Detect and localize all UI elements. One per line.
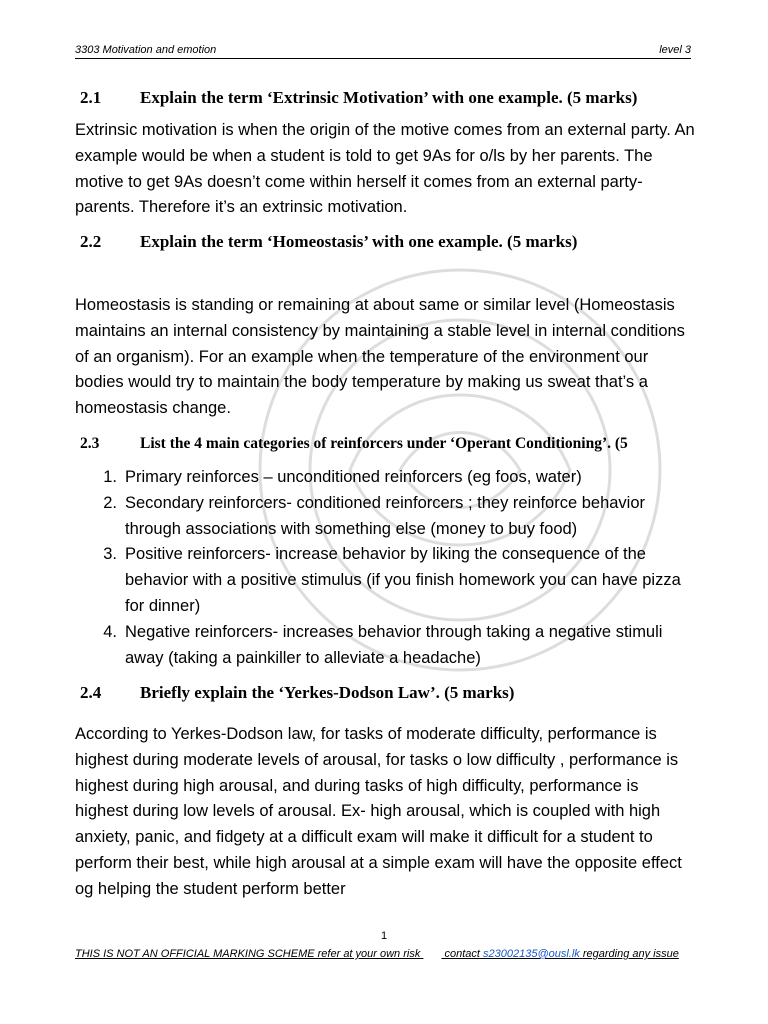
list-number: 4. [103,622,117,641]
list-number: 2. [103,493,117,512]
email-link[interactable]: s23002135@ousl.lk [483,948,580,960]
list-number: 1. [103,468,117,486]
question-number: 2.4 [80,683,102,702]
list-item [75,542,695,619]
question-title: List the 4 main categories of reinforcers under ‘Operant Conditioning’. (5 [140,435,628,452]
question-title: Explain the term ‘Extrinsic Motivation’ with one example. (5 marks) [140,88,638,107]
list-text: Primary reinforces – unconditioned reinforcers (eg foos, water) [125,468,582,486]
reinforcer-list [75,465,695,671]
question-number: 2.2 [80,232,102,251]
footer-suffix: regarding any issue [582,948,679,960]
list-text: Secondary reinforcers- conditioned reinforcers ; they reinforce behavior through associations with something else (money to buy food) [125,493,646,538]
disclaimer-text: THIS IS NOT AN OFFICIAL MARKING SCHEME refer at your own risk [75,948,421,960]
list-text: Negative reinforcers- increases behavior through taking a negative stimuli away (taking a painkiller to alleviate a headache) [125,622,663,667]
page-header [75,44,691,59]
level-label: level 3 [659,44,691,56]
answer-2-1: Extrinsic motivation is when the origin of the motive comes from an external party. An example would be when a student is told to get 9As for o/ls by her parents. The motive to get 9As doesn’t come within herself it comes from an external party-parents. Therefore it’s an extrinsic motivation. [75,121,695,217]
page-number: 1 [380,930,388,942]
list-item [75,620,695,672]
contact-label: contact [444,948,480,960]
question-2-1-heading [80,88,637,108]
course-title: 3303 Motivation and emotion [75,44,217,56]
list-number: 3. [103,545,117,564]
question-2-2-heading [80,232,577,252]
question-2-3-heading [80,435,628,453]
list-item [75,491,695,543]
answer-2-2: Homeostasis is standing or remaining at about same or similar level (Homeostasis maintains an internal consistency by maintaining a stable level in internal conditions of an organism). For an example when the temperature of the environment our bodies would try to maintain the body temperature by making us sweat that’s a homeostasis change. [75,296,685,418]
list-item [75,465,695,491]
question-title: Briefly explain the ‘Yerkes-Dodson Law’. (5 marks) [140,683,515,702]
question-2-4-heading [80,683,514,703]
question-number: 2.1 [80,88,102,107]
list-text: Positive reinforcers- increase behavior by liking the consequence of the behavior with a positive stimulus (if you finish homework you can have pizza for dinner) [125,545,681,615]
page-footer [75,948,695,960]
question-number: 2.3 [80,435,100,452]
answer-2-4: According to Yerkes-Dodson law, for tasks of moderate difficulty, performance is highest during moderate levels of arousal, for tasks o low difficulty , performance is highest during high arousal, and during tasks of high difficulty, performance is highest during low levels of arousal. Ex- high arousal, which is coupled with high anxiety, panic, and fidgety at a difficult exam will make it difficult for a student to perform their best, while high arousal at a simple exam will have the opposite effect og helping the student perform better [75,725,682,898]
question-title: Explain the term ‘Homeostasis’ with one example. (5 marks) [140,232,578,251]
